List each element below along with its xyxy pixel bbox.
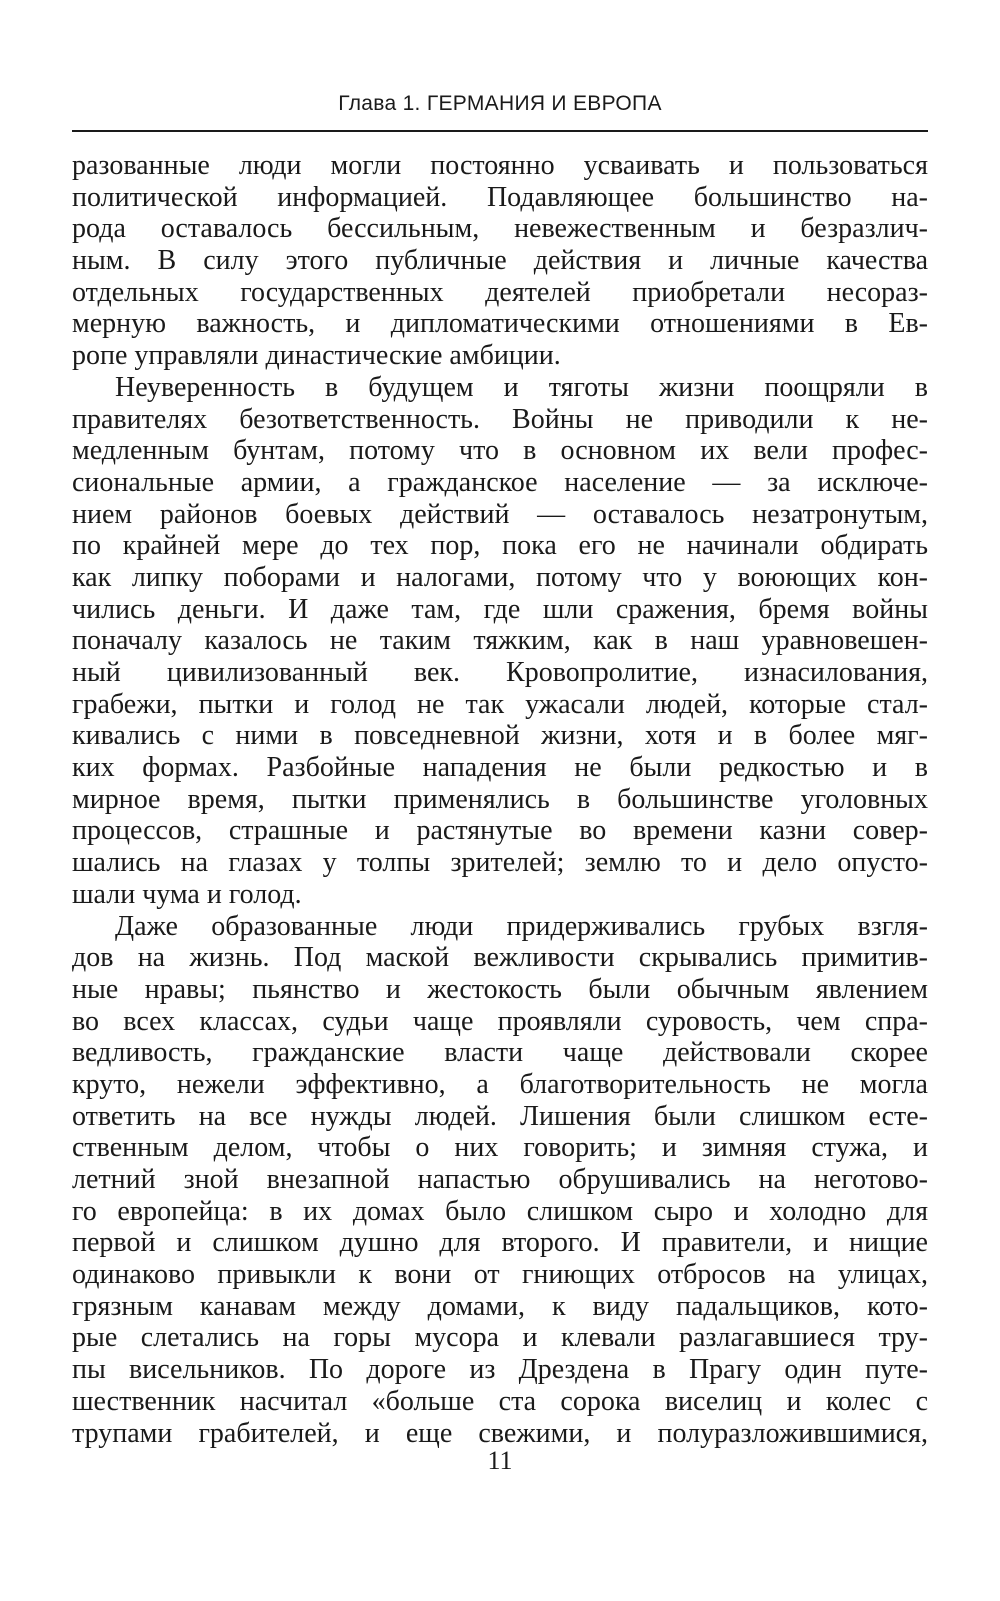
text-line: поначалу казалось не таким тяжким, как в наш уравновешен- xyxy=(72,625,928,657)
text-line: круто, нежели эффективно, а благотворительность не могла xyxy=(72,1068,928,1100)
text-line: первой и слишком душно для второго. И правители, и нищие xyxy=(72,1227,928,1259)
text-line: ный цивилизованный век. Кровопролитие, изнасилования, xyxy=(72,657,928,688)
text-line: грязным канавам между домами, к виду падальщиков, кото- xyxy=(72,1290,928,1322)
text-line: ные нравы; пьянство и жестокость были обычным явлением xyxy=(72,973,928,1005)
text-line: во всех классах, судьи чаще проявляли суровость, чем спра- xyxy=(72,1005,928,1037)
text-line: правителях безответственность. Войны не приводили к не- xyxy=(72,403,928,435)
text-line: ведливость, гражданские власти чаще действовали скорее xyxy=(72,1037,928,1069)
text-line: Неуверенность в будущем и тяготы жизни поощряли в xyxy=(115,371,928,403)
text-line: кивались с ними в повседневной жизни, хотя и в более мяг- xyxy=(72,720,928,752)
text-line: по крайней мере до тех пор, пока его не начинали обдирать xyxy=(72,530,928,562)
header-rule xyxy=(72,130,928,132)
text-line: как липку поборами и налогами, потому что у воюющих кон- xyxy=(72,561,928,593)
text-line: летний зной внезапной напастью обрушивались на неготово- xyxy=(72,1164,928,1195)
text-line: пы висельников. По дороге из Дрездена в Прагу один путе- xyxy=(72,1354,928,1386)
text-line: ких формах. Разбойные нападения не были редкостью и в xyxy=(72,752,928,784)
running-head: Глава 1. ГЕРМАНИЯ И ЕВРОПА xyxy=(338,92,662,115)
text-line: шественник насчитал «больше ста сорока виселиц и колес с xyxy=(72,1385,928,1417)
text-line: дов на жизнь. Под маской вежливости скрывались примитив- xyxy=(72,942,928,974)
text-line: ным. В силу этого публичные действия и личные качества xyxy=(72,245,928,277)
text-line: рые слетались на горы мусора и клевали разлагавшиеся тру- xyxy=(72,1322,928,1354)
text-line: политической информацией. Подавляющее большинство на- xyxy=(72,181,928,213)
text-line: разованные люди могли постоянно усваивать и пользоваться xyxy=(72,150,928,181)
text-line: сиональные армии, а гражданское население — за исключе- xyxy=(72,466,928,498)
text-line: процессов, страшные и растянутые во времени казни совер- xyxy=(72,815,928,847)
text-line: одинаково привыкли к вони от гниющих отбросов на улицах, xyxy=(72,1259,928,1291)
text-line: мирное время, пытки применялись в большинстве уголовных xyxy=(72,783,928,815)
text-line: го европейца: в их домах было слишком сыро и холодно для xyxy=(72,1195,928,1227)
text-line: рода оставалось бессильным, невежественным и безразлич- xyxy=(72,213,928,245)
text-line: мерную важность, и дипломатическими отношениями в Ев- xyxy=(72,308,928,340)
text-line: ропе управляли династические амбиции. xyxy=(72,340,561,372)
text-line: ответить на все нужды людей. Лишения были слишком есте- xyxy=(72,1100,928,1132)
text-line: трупами грабителей, и еще свежими, и полуразложившимися, xyxy=(72,1417,928,1449)
page-number: 11 xyxy=(487,1446,513,1475)
text-line: медленным бунтам, потому что в основном их вели профес- xyxy=(72,435,928,467)
text-line: грабежи, пытки и голод не так ужасали людей, которые стал- xyxy=(72,688,928,720)
body-text xyxy=(72,150,928,1449)
text-line: шали чума и голод. xyxy=(72,878,302,910)
text-line: отдельных государственных деятелей приобретали несораз- xyxy=(72,276,928,308)
text-line: шались на глазах у толпы зрителей; землю то и дело опусто- xyxy=(72,847,928,879)
text-line: Даже образованные люди придерживались грубых взгля- xyxy=(115,910,928,942)
text-line: нием районов боевых действий — оставалось незатронутым, xyxy=(72,498,928,530)
text-line: ственным делом, чтобы о них говорить; и зимняя стужа, и xyxy=(72,1132,928,1164)
text-line: чились деньги. И даже там, где шли сражения, бремя войны xyxy=(72,593,928,625)
